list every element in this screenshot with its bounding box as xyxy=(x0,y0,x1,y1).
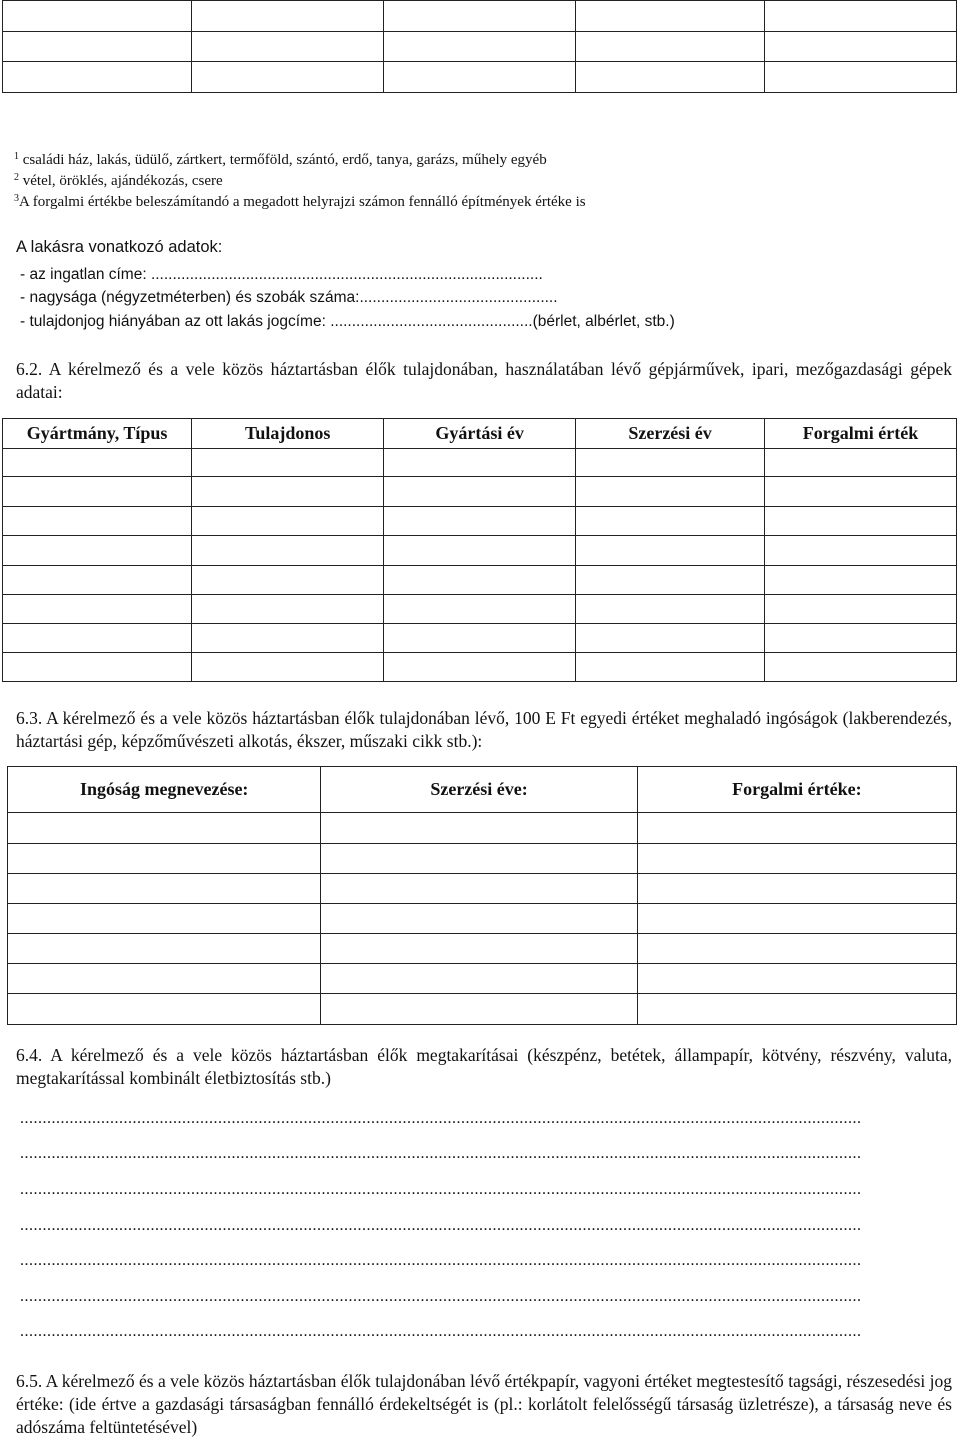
table-cell[interactable] xyxy=(576,595,765,624)
table-cell[interactable] xyxy=(576,536,765,566)
table-cell[interactable] xyxy=(8,874,321,904)
table-cell[interactable] xyxy=(192,624,384,653)
table-cell[interactable] xyxy=(8,813,321,844)
col-header: Szerzési év xyxy=(576,419,765,449)
table-cell[interactable] xyxy=(637,844,956,874)
table-cell[interactable] xyxy=(383,1,575,32)
table-row xyxy=(8,904,957,934)
housing-title xyxy=(20,313,675,331)
table-cell[interactable] xyxy=(3,477,192,507)
table-row xyxy=(3,32,957,62)
col-header: Gyártmány, Típus xyxy=(3,419,192,449)
table-cell[interactable] xyxy=(3,507,192,536)
table-cell[interactable] xyxy=(3,62,192,93)
table-cell[interactable] xyxy=(637,874,956,904)
housing-address: - az ingatlan címe: ........................................................................................... xyxy=(20,266,543,283)
table-cell[interactable] xyxy=(8,994,321,1025)
table-cell[interactable] xyxy=(637,904,956,934)
section-6-4-text: 6.4. A kérelmező és a vele közös háztartásban élők megtakarításai (készpénz, betétek, állampapír, kötvény, részvény, valuta, megtakarítással kombinált életbiztosítás stb.) xyxy=(16,1045,952,1088)
col-header: Forgalmi érték xyxy=(765,419,957,449)
footnote-2 xyxy=(14,171,223,191)
col-header: Ingóság megnevezése: xyxy=(8,767,321,813)
section-6-2-text: 6.2. A kérelmező és a vele közös háztartásban élők tulajdonában, használatában lévő gépjárművek, ipari, mezőgazdasági gépek adatai: xyxy=(16,359,952,402)
table-cell[interactable] xyxy=(764,62,956,93)
housing-title-label: - tulajdonjog hiányában az ott lakás jogcíme: xyxy=(20,313,331,330)
table-cell[interactable] xyxy=(192,32,384,62)
housing-title-suffix: (bérlet, albérlet, stb.) xyxy=(532,313,675,330)
table-row xyxy=(8,934,957,964)
table-cell[interactable] xyxy=(8,904,321,934)
housing-size: - nagysága (négyzetméterben) és szobák száma:.............................................. xyxy=(20,289,558,306)
col-header: Tulajdonos xyxy=(192,419,384,449)
dotted-line[interactable]: ........................................................................................................................................................................................... xyxy=(20,1145,862,1162)
table-cell[interactable] xyxy=(192,595,384,624)
table-cell[interactable] xyxy=(637,934,956,964)
dotted-line[interactable]: ........................................................................................................................................................................................... xyxy=(20,1288,862,1305)
table-cell[interactable] xyxy=(765,595,957,624)
table-cell[interactable] xyxy=(3,653,192,682)
table-cell[interactable] xyxy=(384,624,576,653)
table-cell[interactable] xyxy=(384,507,576,536)
footnote-1 xyxy=(14,150,547,170)
table-cell[interactable] xyxy=(637,813,956,844)
table-row xyxy=(8,964,957,994)
footnote-3 xyxy=(14,192,586,212)
table-cell[interactable] xyxy=(3,449,192,477)
table-cell[interactable] xyxy=(384,653,576,682)
table-cell[interactable] xyxy=(765,507,957,536)
table-cell[interactable] xyxy=(321,964,637,994)
table-cell[interactable] xyxy=(765,566,957,595)
top-empty-table xyxy=(2,0,957,93)
table-cell[interactable] xyxy=(3,624,192,653)
table-cell[interactable] xyxy=(321,994,637,1025)
table-cell[interactable] xyxy=(321,874,637,904)
table-row xyxy=(3,62,957,93)
table-cell[interactable] xyxy=(637,964,956,994)
table-cell[interactable] xyxy=(384,536,576,566)
table-cell[interactable] xyxy=(192,653,384,682)
table-cell[interactable] xyxy=(384,595,576,624)
table-row xyxy=(3,624,957,653)
table-cell[interactable] xyxy=(765,624,957,653)
table-cell[interactable] xyxy=(8,964,321,994)
table-row xyxy=(3,449,957,477)
footnote-text: vétel, öröklés, ajándékozás, csere xyxy=(22,173,223,189)
table-row xyxy=(3,477,957,507)
table-row xyxy=(3,653,957,682)
table-cell[interactable] xyxy=(321,934,637,964)
dotted-line[interactable]: ........................................................................................................................................................................................... xyxy=(20,1323,862,1340)
table-cell[interactable] xyxy=(192,1,384,32)
col-header: Forgalmi értéke: xyxy=(637,767,956,813)
table-row xyxy=(8,844,957,874)
table-cell[interactable] xyxy=(765,653,957,682)
table-cell[interactable] xyxy=(765,477,957,507)
table-cell[interactable] xyxy=(321,813,637,844)
col-header: Szerzési éve: xyxy=(321,767,637,813)
table-cell[interactable] xyxy=(8,934,321,964)
table-cell[interactable] xyxy=(321,904,637,934)
table-cell[interactable] xyxy=(8,844,321,874)
table-cell[interactable] xyxy=(575,1,764,32)
housing-heading: A lakásra vonatkozó adatok: xyxy=(16,238,223,256)
housing-title-dots: ............................................... xyxy=(330,313,533,330)
table-cell[interactable] xyxy=(764,32,956,62)
footnote-number: 3 xyxy=(14,193,19,204)
dotted-line[interactable]: ........................................................................................................................................................................................... xyxy=(20,1181,862,1198)
table-cell[interactable] xyxy=(576,477,765,507)
table-cell[interactable] xyxy=(576,449,765,477)
table-cell[interactable] xyxy=(383,62,575,93)
table-cell[interactable] xyxy=(384,566,576,595)
section-6-3-text: 6.3. A kérelmező és a vele közös háztartásban élők tulajdonában lévő, 100 E Ft egyedi értéket meghaladó ingóságok (lakberendezés, háztartási gép, képzőművészeti alkotás, ékszer, műszaki cikk stb.): xyxy=(16,708,952,751)
table-cell[interactable] xyxy=(192,536,384,566)
section-6-5-text: 6.5. A kérelmező és a vele közös háztartásban élők tulajdonában lévő értékpapír, vagyoni értéket megtestesítő tagsági, részesedési jog értéke: (ide értve a gazdasági társaságban fennálló érdekeltségét is (pl.: korlátolt felelősségű társaság üzletrésze), a társaság neve és adószáma feltüntetésével) xyxy=(16,1371,952,1437)
table-cell[interactable] xyxy=(192,477,384,507)
table-cell[interactable] xyxy=(384,449,576,477)
table-cell[interactable] xyxy=(765,449,957,477)
footnote-text: családi ház, lakás, üdülő, zártkert, termőföld, szántó, erdő, tanya, garázs, műhely egyéb xyxy=(22,152,547,168)
table-cell[interactable] xyxy=(576,653,765,682)
table-cell[interactable] xyxy=(765,536,957,566)
col-header: Gyártási év xyxy=(384,419,576,449)
vehicles-table xyxy=(2,418,957,682)
table-cell[interactable] xyxy=(764,1,956,32)
table-cell[interactable] xyxy=(3,1,192,32)
table-cell[interactable] xyxy=(3,595,192,624)
footnote-text: A forgalmi értékbe beleszámítandó a megadott helyrajzi számon fennálló építmények értéke is xyxy=(19,194,586,210)
table-cell[interactable] xyxy=(3,566,192,595)
table-row xyxy=(3,507,957,536)
table-row xyxy=(8,813,957,844)
table-cell[interactable] xyxy=(3,32,192,62)
table-row xyxy=(3,595,957,624)
table-row xyxy=(3,1,957,32)
table-cell[interactable] xyxy=(192,449,384,477)
table-header-row xyxy=(3,419,957,449)
table-header-row xyxy=(8,767,957,813)
table-cell[interactable] xyxy=(576,566,765,595)
table-cell[interactable] xyxy=(575,62,764,93)
table-row xyxy=(8,994,957,1025)
table-cell[interactable] xyxy=(637,994,956,1025)
dotted-line[interactable]: ........................................................................................................................................................................................... xyxy=(20,1110,862,1127)
table-cell[interactable] xyxy=(192,507,384,536)
table-cell[interactable] xyxy=(383,32,575,62)
table-cell[interactable] xyxy=(384,477,576,507)
table-row xyxy=(3,536,957,566)
movables-table xyxy=(7,766,957,1025)
dotted-line[interactable]: ........................................................................................................................................................................................... xyxy=(20,1252,862,1269)
table-cell[interactable] xyxy=(192,62,384,93)
table-cell[interactable] xyxy=(576,507,765,536)
footnote-number: 2 xyxy=(14,172,19,183)
footnote-number: 1 xyxy=(14,151,19,162)
table-row xyxy=(3,566,957,595)
dotted-line[interactable]: ........................................................................................................................................................................................... xyxy=(20,1217,862,1234)
table-cell[interactable] xyxy=(192,566,384,595)
table-row xyxy=(8,874,957,904)
table-cell[interactable] xyxy=(576,624,765,653)
table-cell[interactable] xyxy=(575,32,764,62)
table-cell[interactable] xyxy=(321,844,637,874)
table-cell[interactable] xyxy=(3,536,192,566)
